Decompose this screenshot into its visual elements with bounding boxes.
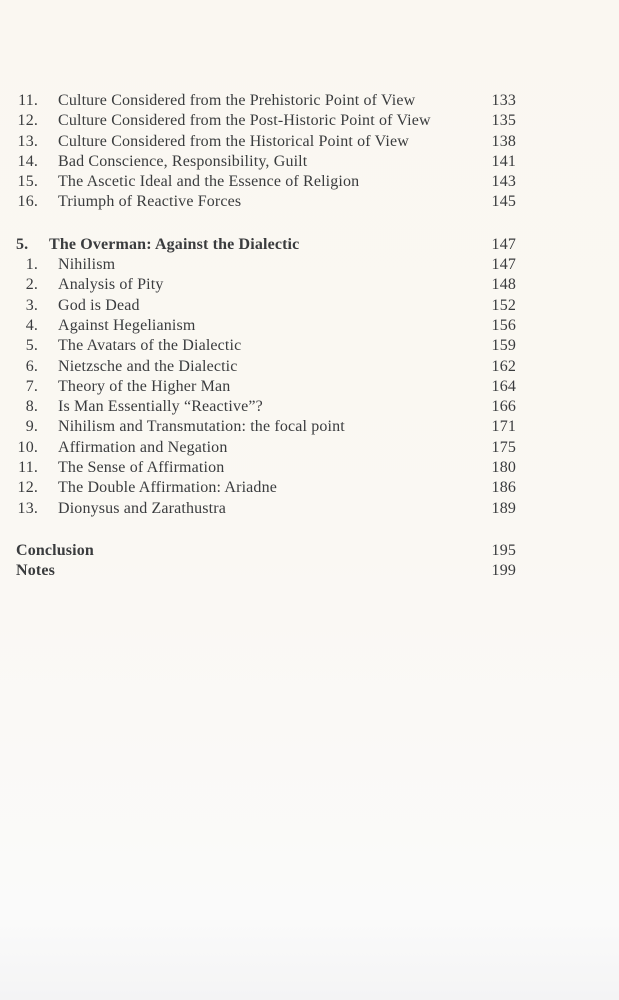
toc-row (16, 377, 516, 397)
toc-entry-title: Conclusion (16, 541, 94, 559)
toc-row (16, 91, 516, 111)
toc-entry-number: 3. (25, 296, 38, 314)
toc-row (16, 438, 516, 458)
toc-row (16, 417, 516, 437)
toc-entry-title: Culture Considered from the Post-Historic Point of View (58, 112, 431, 130)
toc-entry-number: 15. (17, 173, 38, 191)
toc-entry-title: Triumph of Reactive Forces (58, 193, 242, 211)
toc-entry-page: 175 (491, 438, 516, 456)
toc-entry-number: 11. (18, 459, 38, 477)
toc-entry-number: 5. (25, 337, 38, 355)
toc-entry-page: 133 (491, 92, 516, 109)
toc-entry-page: 180 (491, 459, 516, 477)
toc-row (16, 132, 516, 152)
backmatter-row (16, 541, 516, 561)
toc-entry-page: 195 (491, 541, 516, 559)
chapter-page: 147 (491, 235, 516, 253)
toc-row (16, 192, 516, 212)
toc-row (16, 275, 516, 295)
toc-chapter-five-list (16, 255, 516, 519)
toc-entry-number: 10. (17, 438, 38, 456)
toc-row (16, 296, 516, 316)
toc-entry-page: 147 (491, 256, 516, 274)
toc-row (16, 336, 516, 356)
toc-entry-title: Notes (16, 562, 55, 580)
toc-entry-page: 164 (491, 377, 516, 395)
toc-entry-page: 141 (491, 152, 516, 170)
toc-entry-number: 9. (25, 418, 38, 436)
toc-entry-number: 6. (25, 357, 38, 375)
toc-entry-page: 143 (491, 173, 516, 191)
toc-entry-title: Dionysus and Zarathustra (58, 499, 227, 517)
toc-row (16, 458, 516, 478)
toc-entry-title: Culture Considered from the Historical Point of View (58, 132, 409, 150)
toc-entry-number: 1. (25, 256, 38, 274)
toc-entry-title: The Ascetic Ideal and the Essence of Religion (58, 173, 360, 191)
toc-entry-number: 2. (25, 276, 38, 294)
toc-row (16, 397, 516, 417)
toc-entry-title: The Sense of Affirmation (58, 459, 225, 477)
toc-entry-number: 12. (17, 479, 38, 497)
toc-row (16, 316, 516, 336)
toc-entry-page: 159 (491, 337, 516, 355)
toc-entry-title: Nihilism and Transmutation: the focal point (58, 418, 345, 436)
toc-entry-page: 148 (491, 276, 516, 294)
toc-entry-page: 145 (491, 193, 516, 211)
toc-entry-title: Nihilism (58, 256, 116, 274)
toc-entry-page: 199 (491, 562, 516, 580)
toc-entry-number: 14. (17, 152, 38, 170)
toc-entry-page: 166 (491, 398, 516, 416)
toc-row (16, 172, 516, 192)
toc-entry-title: Is Man Essentially “Reactive”? (58, 398, 263, 416)
toc-entry-page: 162 (491, 357, 516, 375)
toc-row (16, 357, 516, 377)
toc-entry-title: Analysis of Pity (58, 276, 164, 294)
toc-entry-number: 4. (25, 316, 38, 334)
toc-entry-number: 13. (17, 132, 38, 150)
toc-entry-number: 12. (17, 112, 38, 130)
toc-entry-title: Culture Considered from the Prehistoric Point of View (58, 92, 416, 109)
toc-entry-title: God is Dead (58, 296, 140, 314)
toc-entry-title: Affirmation and Negation (58, 438, 228, 456)
toc-part-four-list (16, 91, 516, 213)
toc-entry-title: The Avatars of the Dialectic (58, 337, 242, 355)
toc-entry-number: 7. (25, 377, 38, 395)
toc-row (16, 152, 516, 172)
toc-entry-page: 138 (491, 132, 516, 150)
toc-entry-title: Nietzsche and the Dialectic (58, 357, 238, 375)
toc-entry-page: 189 (491, 499, 516, 517)
toc-entry-title: The Double Affirmation: Ariadne (58, 479, 277, 497)
toc-entry-page: 135 (491, 112, 516, 130)
toc-backmatter-list (16, 541, 516, 582)
toc-entry-title: Against Hegelianism (58, 316, 196, 334)
toc-entry-number: 16. (17, 193, 38, 211)
toc-row (16, 111, 516, 131)
toc-entry-number: 11. (18, 92, 38, 109)
toc-entry-page: 171 (491, 418, 516, 436)
toc-entry-page: 156 (491, 316, 516, 334)
toc-entry-page: 186 (491, 479, 516, 497)
toc-row (16, 499, 516, 519)
chapter-number: 5. (16, 235, 29, 253)
toc-entry-title: Theory of the Higher Man (58, 377, 231, 395)
toc-entry-page: 152 (491, 296, 516, 314)
backmatter-row (16, 561, 516, 581)
chapter-title: The Overman: Against the Dialectic (49, 235, 300, 253)
toc-entry-number: 8. (25, 398, 38, 416)
toc-row (16, 255, 516, 275)
toc-entry-title: Bad Conscience, Responsibility, Guilt (58, 152, 308, 170)
toc-entry-number: 13. (17, 499, 38, 517)
toc-row (16, 478, 516, 498)
table-of-contents (16, 91, 516, 582)
chapter-heading-row (16, 235, 516, 255)
